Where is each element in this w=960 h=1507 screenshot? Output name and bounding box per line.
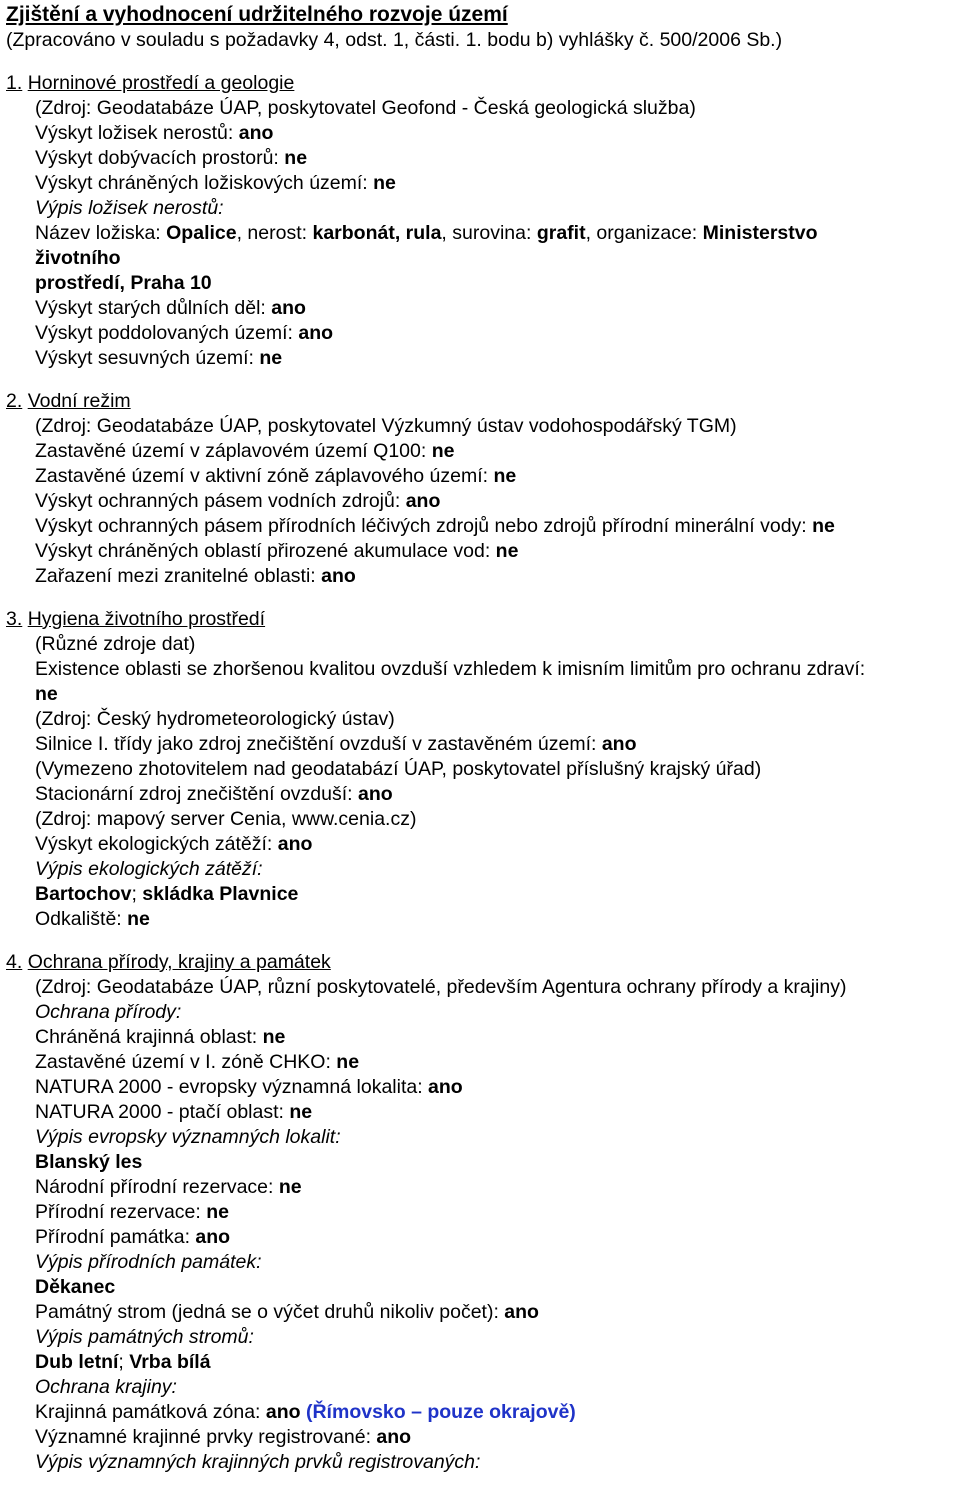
section-4-heading — [6, 950, 956, 975]
s3-source-chmi: (Zdroj: Český hydrometeorologický ústav) — [35, 708, 395, 730]
s1-deposits-list-title: Výpis ložisek nerostů: — [35, 197, 224, 219]
s3-row-tailings: Odkaliště: ne — [35, 908, 150, 930]
s4-row-memorial-trees: Památný strom (jedná se o výčet druhů nikoliv počet): ano — [35, 1301, 539, 1323]
section-4-number: 4. — [6, 951, 23, 973]
section-1-number: 1. — [6, 72, 23, 94]
s4-row-protected-landscape: Chráněná krajinná oblast: ne — [35, 1026, 286, 1048]
s4-landscape-protection-title: Ochrana krajiny: — [35, 1376, 177, 1398]
section-3-title: Hygiena životního prostředí — [27, 608, 266, 630]
s3-row-road-pollution: Silnice I. třídy jako zdroj znečištění ovzduší v zastavěném území: ano — [35, 733, 637, 755]
section-3-source: (Různé zdroje dat) — [35, 633, 196, 655]
s3-row-air-quality-value: ne — [35, 683, 58, 705]
s4-row-chko-zone: Zastavěné území v I. zóně CHKO: ne — [35, 1051, 360, 1073]
s3-source-cenia: (Zdroj: mapový server Cenia, www.cenia.cz) — [35, 808, 417, 830]
s4-sites-list-title: Výpis evropsky významných lokalit: — [35, 1126, 341, 1148]
s1-row-undermined-areas: Výskyt poddolovaných území: ano — [35, 322, 334, 344]
s3-burdens-list: Bartochov; skládka Plavnice — [35, 883, 299, 905]
s4-row-landscape-zone: Krajinná památková zóna: ano (Římovsko – pouze okrajově) — [35, 1401, 576, 1423]
s2-row-mineral-water-protection: Výskyt ochranných pásem přírodních léčivých zdrojů nebo zdrojů přírodní minerální vody: ne — [35, 515, 835, 537]
s4-trees-list-title: Výpis památných stromů: — [35, 1326, 254, 1348]
document-page — [6, 2, 956, 1475]
s1-row-old-mines: Výskyt starých důlních děl: ano — [35, 297, 306, 319]
section-2-source: (Zdroj: Geodatabáze ÚAP, poskytovatel Výzkumný ústav vodohospodářský TGM) — [35, 415, 737, 437]
s1-deposit-entry: Název ložiska: Opalice, nerost: karbonát, rula, surovina: grafit, organizace: Ministerstvo — [35, 222, 818, 244]
s3-row-stationary-source: Stacionární zdroj znečištění ovzduší: ano — [35, 783, 393, 805]
s3-source-regional-office: (Vymezeno zhotovitelem nad geodatabází ÚAP, poskytovatel příslušný krajský úřad) — [35, 758, 762, 780]
s1-deposit-entry-cont-1: životního — [35, 247, 121, 269]
s3-row-ecological-burdens: Výskyt ekologických zátěží: ano — [35, 833, 313, 855]
s3-burdens-list-title: Výpis ekologických zátěží: — [35, 858, 263, 880]
section-2-title: Vodní režim — [27, 390, 131, 412]
section-1-title: Horninové prostředí a geologie — [27, 72, 295, 94]
s2-row-water-source-protection: Výskyt ochranných pásem vodních zdrojů: ano — [35, 490, 441, 512]
s4-monuments-list: Děkanec — [35, 1276, 116, 1298]
document-subtitle: (Zpracováno v souladu s požadavky 4, odst. 1, části. 1. bodu b) vyhlášky č. 500/2006 Sb.) — [6, 29, 783, 51]
s1-row-mineral-deposits: Výskyt ložisek nerostů: ano — [35, 122, 274, 144]
s4-row-natura-bird-area: NATURA 2000 - ptačí oblast: ne — [35, 1101, 313, 1123]
s4-row-nature-reserve: Přírodní rezervace: ne — [35, 1201, 229, 1223]
section-2-number: 2. — [6, 390, 23, 412]
s4-row-national-reserve: Národní přírodní rezervace: ne — [35, 1176, 302, 1198]
s4-landscape-elements-list-title: Výpis významných krajinných prvků registrovaných: — [35, 1451, 481, 1473]
section-4-title: Ochrana přírody, krajiny a památek — [27, 951, 331, 973]
s4-nature-protection-title: Ochrana přírody: — [35, 1001, 182, 1023]
s4-row-nature-monument: Přírodní památka: ano — [35, 1226, 231, 1248]
section-3-heading — [6, 607, 956, 632]
s1-row-mining-areas: Výskyt dobývacích prostorů: ne — [35, 147, 308, 169]
s4-monuments-list-title: Výpis přírodních památek: — [35, 1251, 262, 1273]
s2-row-natural-accumulation: Výskyt chráněných oblastí přirozené akumulace vod: ne — [35, 540, 519, 562]
section-4-source: (Zdroj: Geodatabáze ÚAP, různí poskytovatelé, především Agentura ochrany přírody a krajiny) — [35, 976, 847, 998]
s3-row-air-quality: Existence oblasti se zhoršenou kvalitou ovzduší vzhledem k imisním limitům pro ochranu zdraví: — [35, 658, 866, 680]
s4-trees-list: Dub letní; Vrba bílá — [35, 1351, 211, 1373]
s2-row-vulnerable-areas: Zařazení mezi zranitelné oblasti: ano — [35, 565, 356, 587]
s2-row-active-flood-zone: Zastavěné území v aktivní zóně záplavového území: ne — [35, 465, 517, 487]
section-1-heading — [6, 71, 956, 96]
s1-row-protected-deposit-areas: Výskyt chráněných ložiskových území: ne — [35, 172, 396, 194]
s4-row-natura-site: NATURA 2000 - evropsky významná lokalita: ano — [35, 1076, 463, 1098]
document-title: Zjištění a vyhodnocení udržitelného rozvoje území — [6, 3, 508, 26]
s4-row-landscape-elements: Významné krajinné prvky registrované: ano — [35, 1426, 412, 1448]
s4-sites-list: Blanský les — [35, 1151, 143, 1173]
section-2-heading — [6, 389, 956, 414]
s4-landscape-zone-note: (Římovsko – pouze okrajově) — [305, 1401, 576, 1423]
s1-deposit-entry-cont-2: prostředí, Praha 10 — [35, 272, 212, 294]
section-1-source: (Zdroj: Geodatabáze ÚAP, poskytovatel Geofond - Česká geologická služba) — [35, 97, 696, 119]
section-3-number: 3. — [6, 608, 23, 630]
s1-row-landslide-areas: Výskyt sesuvných území: ne — [35, 347, 283, 369]
s2-row-flood-q100: Zastavěné území v záplavovém území Q100: ne — [35, 440, 455, 462]
